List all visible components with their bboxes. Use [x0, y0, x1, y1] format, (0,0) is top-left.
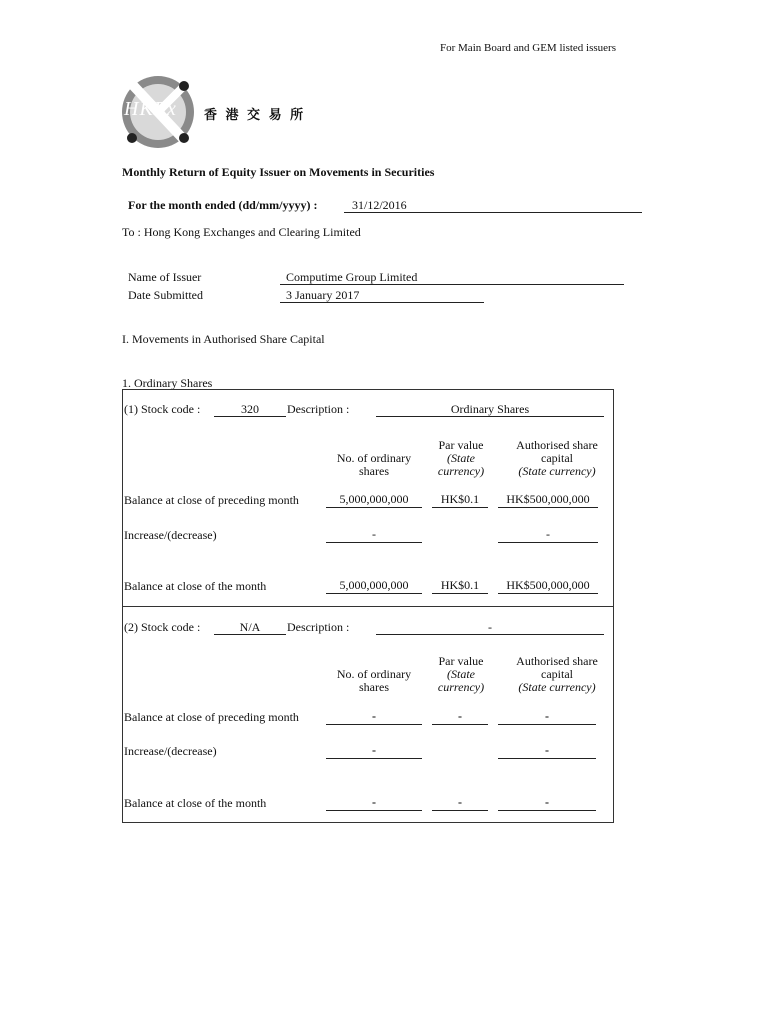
col-header-capital: Authorised share capital (State currency)	[516, 654, 598, 694]
date-submitted-label: Date Submitted	[128, 288, 203, 302]
description-label: Description :	[287, 620, 350, 634]
col-header-par: Par value (State currency)	[437, 654, 485, 694]
header-note: For Main Board and GEM listed issuers	[440, 42, 616, 54]
row-label: Increase/(decrease)	[124, 744, 217, 758]
value-capital: -	[498, 709, 596, 725]
col-header-capital: Authorised share capital (State currency)	[516, 438, 598, 478]
row-label: Balance at close of preceding month	[124, 493, 299, 507]
date-submitted-field: 3 January 2017	[280, 288, 484, 303]
row-label: Balance at close of preceding month	[124, 710, 299, 724]
subsection-heading: 1. Ordinary Shares	[122, 376, 213, 390]
row-label: Balance at close of the month	[124, 579, 267, 593]
value-capital: HK$500,000,000	[498, 578, 598, 594]
month-ended-field: 31/12/2016	[344, 198, 642, 213]
stock-code-value: 320	[214, 402, 286, 417]
col-header-par: Par value (State currency)	[437, 438, 485, 478]
value-shares: 5,000,000,000	[326, 492, 422, 508]
row-label: Increase/(decrease)	[124, 528, 217, 542]
stock-code-value: N/A	[214, 620, 286, 635]
row-label: Balance at close of the month	[124, 796, 267, 810]
value-par: HK$0.1	[432, 492, 488, 508]
description-value: Ordinary Shares	[376, 402, 604, 417]
recipient-line: To : Hong Kong Exchanges and Clearing Limited	[122, 225, 361, 239]
description-value: -	[376, 620, 604, 635]
description-label: Description :	[287, 402, 350, 416]
col-header-shares: No. of ordinary shares	[336, 667, 412, 694]
col-header-shares: No. of ordinary shares	[336, 451, 412, 478]
value-par: HK$0.1	[432, 578, 488, 594]
page-title: Monthly Return of Equity Issuer on Movements in Securities	[122, 165, 435, 179]
issuer-name-label: Name of Issuer	[128, 270, 202, 284]
value-shares: -	[326, 709, 422, 725]
value-shares: 5,000,000,000	[326, 578, 422, 594]
stock-code-label: (1) Stock code :	[124, 402, 201, 416]
value-capital: -	[498, 527, 598, 543]
value-capital: HK$500,000,000	[498, 492, 598, 508]
value-shares: -	[326, 527, 422, 543]
month-ended-label: For the month ended (dd/mm/yyyy) :	[128, 198, 318, 212]
logo-chinese: 香 港 交 易 所	[204, 108, 306, 123]
hkex-logo	[118, 72, 306, 152]
value-par: -	[432, 795, 488, 811]
value-capital: -	[498, 795, 596, 811]
value-shares: -	[326, 795, 422, 811]
logo-text: HKEx	[124, 98, 177, 120]
stock-code-label: (2) Stock code :	[124, 620, 201, 634]
value-shares: -	[326, 743, 422, 759]
value-par: -	[432, 709, 488, 725]
value-capital: -	[498, 743, 596, 759]
issuer-name-field: Computime Group Limited	[280, 270, 624, 285]
section-heading: I. Movements in Authorised Share Capital	[122, 332, 325, 346]
table-divider	[122, 606, 614, 607]
